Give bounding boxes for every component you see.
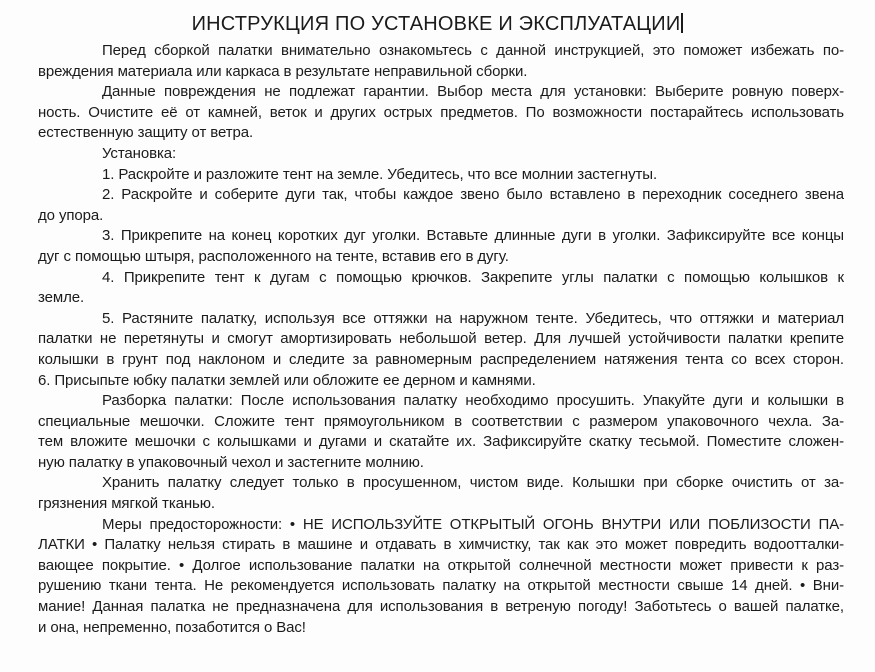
document-title: ИНСТРУКЦИЯ ПО УСТАНОВКЕ И ЭКСПЛУАТАЦИИ [191,13,681,35]
document-body [0,41,875,638]
text-line: мание! Данная палатка не предназначена для использования в ветреную погоду! Заботьтесь о вашей палатке, [38,598,844,616]
text-line: дуг с помощью штыря, расположенного на тенте, вставив его в дугу. [38,247,509,265]
paragraph [38,41,844,82]
text-line: естественную защиту от ветра. [38,124,254,142]
text-line: 5. Растяните палатку, используя все оттяжки на наружном тенте. Убедитесь, что оттяжки и материал [102,309,844,327]
text-line: ЛАТКИ • Палатку нельзя стирать в машине и отдавать в химчистку, так как это может повредить водоотталки- [38,536,844,554]
text-line: вающее покрытие. • Долгое использование палатки на открытой солнечной местности может привести к раз- [38,556,844,574]
paragraph [38,165,844,186]
text-line: Разборка палатки: После использования палатку необходимо просушить. Упакуйте дуги и колышки в [102,392,844,410]
paragraph [38,144,844,165]
text-line: тем вложите мешочки с колышками и дугами и скатайте их. Зафиксируйте скатку тесьмой. Поместите сложен- [38,433,844,451]
text-line: 3. Прикрепите на конец коротких дуг уголки. Вставьте длинные дуги в уголки. Зафиксируйте все концы [102,227,844,245]
text-line: Данные повреждения не подлежат гарантии. Выбор места для установки: Выберите ровную поверх- [102,83,844,101]
text-line: Перед сборкой палатки внимательно ознакомьтесь с данной инструкцией, это поможет избежать по- [102,42,844,59]
text-line: земле. [38,289,85,307]
text-line: Установка: [102,144,177,162]
paragraph [38,226,844,267]
text-line: рушению ткани тента. Не рекомендуется использовать палатку на открытой местности свыше 14 дней. • Вни- [38,577,844,595]
text-line: грязнения мягкой тканью. [38,495,215,513]
text-line: 2. Раскройте и соберите дуги так, чтобы каждое звено было вставлено в переходник соседнего звена [102,186,844,204]
text-line: ность. Очистите её от камней, веток и других острых предметов. По возможности постарайтесь использовать [38,103,844,121]
text-line: и она, непременно, позаботится о Вас! [38,618,306,636]
text-line: Хранить палатку следует только в просушенном, чистом виде. Колышки при сборке очистить от за- [102,474,844,492]
paragraph [38,185,844,226]
text-cursor [681,13,683,33]
paragraph [38,268,844,309]
paragraph [38,82,844,144]
title-row [0,11,875,37]
text-line: колышки в грунт под наклоном и следите за равномерным распределением натяжения тента со всех сторон. [38,350,844,368]
paragraph [38,391,844,473]
paragraph [38,309,844,391]
text-line: палатки не перетянуты и смогут амортизировать небольшой ветер. Для лучшей устойчивости палатки крепите [38,330,844,348]
text-line: до упора. [38,206,104,224]
paragraph [38,515,844,639]
text-line: 4. Прикрепите тент к дугам с помощью крючков. Закрепите углы палатки с помощью колышков к [102,268,844,286]
paragraph [38,473,844,514]
text-line: ную палатку в упаковочный чехол и застегните молнию. [38,453,424,471]
text-line: 6. Присыпьте юбку палатки землей или обложите ее дерном и камнями. [38,371,536,389]
text-line: Меры предосторожности: • НЕ ИСПОЛЬЗУЙТЕ ОТКРЫТЫЙ ОГОНЬ ВНУТРИ ИЛИ ПОБЛИЗОСТИ ПА- [102,515,844,533]
text-line: специальные мешочки. Сложите тент прямоугольником в соответствии с размером упаковочного чехла. За- [38,412,844,430]
text-line: 1. Раскройте и разложите тент на земле. Убедитесь, что все молнии застегнуты. [102,165,658,183]
text-line: вреждения материала или каркаса в результате неправильной сборки. [38,62,528,80]
